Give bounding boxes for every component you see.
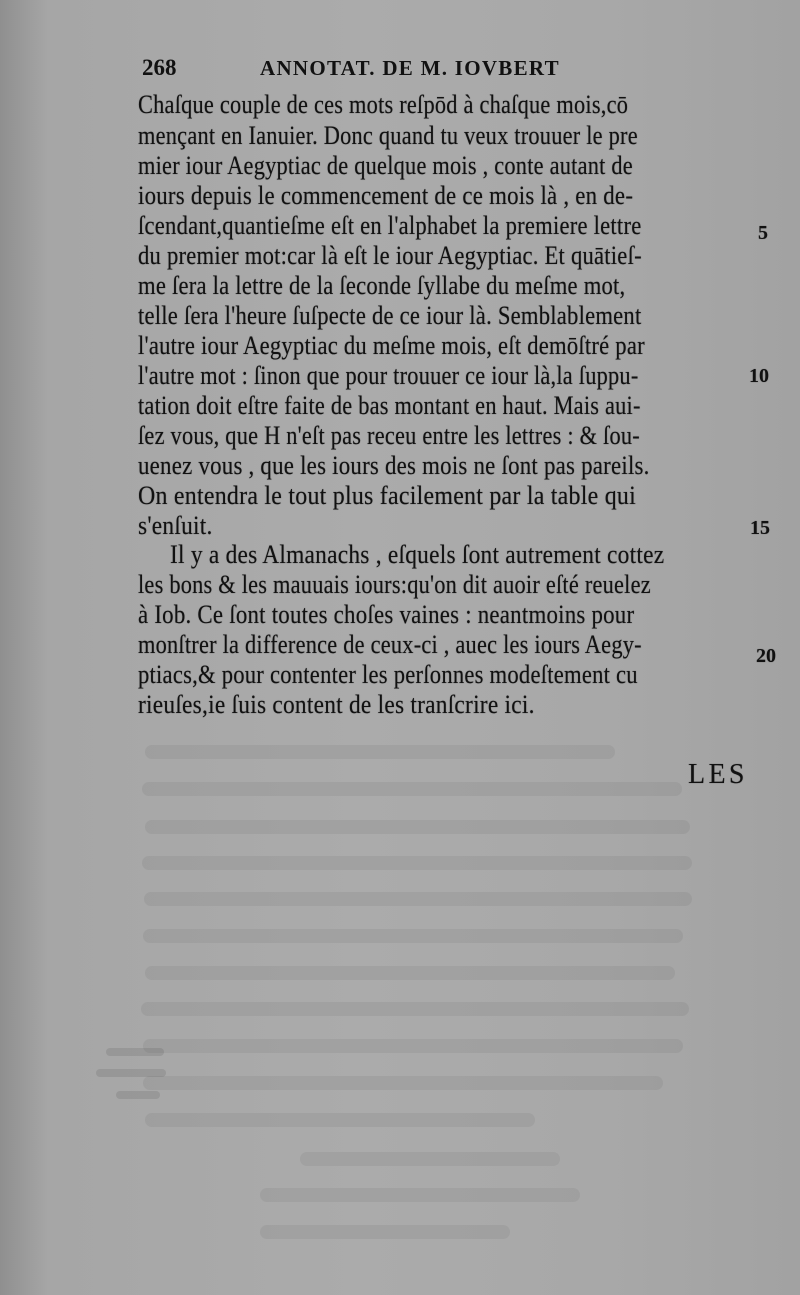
- body-line: ſcendant,quantieſme eſt en l'alphabet la premiere lettre: [138, 211, 642, 240]
- body-line: rieuſes,ie ſuis content de les tranſcrire ici.: [138, 690, 535, 719]
- body-line: uenez vous , que les iours des mois ne ſont pas pareils.: [138, 451, 650, 480]
- show-through-margin-note: [18, 1040, 168, 1110]
- catchword: LES: [688, 759, 748, 790]
- page-number: 268: [142, 55, 177, 80]
- running-header: [142, 53, 752, 87]
- body-line: à Iob. Ce ſont toutes choſes vaines : neantmoins pour: [138, 600, 635, 629]
- body-line: ptiacs,& pour contenter les perſonnes modeſtement cu: [138, 660, 638, 689]
- body-line: mençant en Ianuier. Donc quand tu veux trouuer le pre: [138, 121, 638, 150]
- body-line: On entendra le tout plus facilement par la table qui: [138, 481, 636, 510]
- body-line: tation doit eſtre faite de bas montant en haut. Mais aui-: [138, 391, 641, 420]
- line-number: 15: [750, 517, 770, 539]
- body-line: iours depuis le commencement de ce mois là , en de-: [138, 181, 634, 210]
- line-number: 10: [749, 365, 769, 387]
- body-line: ſez vous, que H n'eſt pas receu entre les lettres : & ſou-: [138, 421, 640, 450]
- body-line: les bons & les mauuais iours:qu'on dit auoir eſté reuelez: [138, 570, 651, 599]
- body-line: Chaſque couple de ces mots reſpōd à chaſque mois,cō: [138, 90, 629, 119]
- body-line: du premier mot:car là eſt le iour Aegyptiac. Et quātieſ-: [138, 241, 642, 270]
- body-line: l'autre iour Aegyptiac du meſme mois, eſt demōſtré par: [138, 331, 645, 360]
- body-line: monſtrer la difference de ceux-ci , auec les iours Aegy-: [138, 630, 642, 659]
- running-head: ANNOTAT. DE M. IOVBERT: [260, 56, 560, 80]
- line-number: 5: [758, 222, 768, 244]
- body-line: Il y a des Almanachs , eſquels ſont autrement cottez: [170, 540, 665, 569]
- body-line: mier iour Aegyptiac de quelque mois , conte autant de: [138, 151, 633, 180]
- body-line: telle ſera l'heure ſuſpecte de ce iour là. Semblablement: [138, 301, 642, 330]
- line-number: 20: [756, 645, 776, 667]
- body-line: me ſera la lettre de la ſeconde ſyllabe du meſme mot,: [138, 271, 626, 300]
- body-line: l'autre mot : ſinon que pour trouuer ce iour là,la ſuppu-: [138, 361, 639, 390]
- body-line: s'enſuit.: [138, 511, 213, 540]
